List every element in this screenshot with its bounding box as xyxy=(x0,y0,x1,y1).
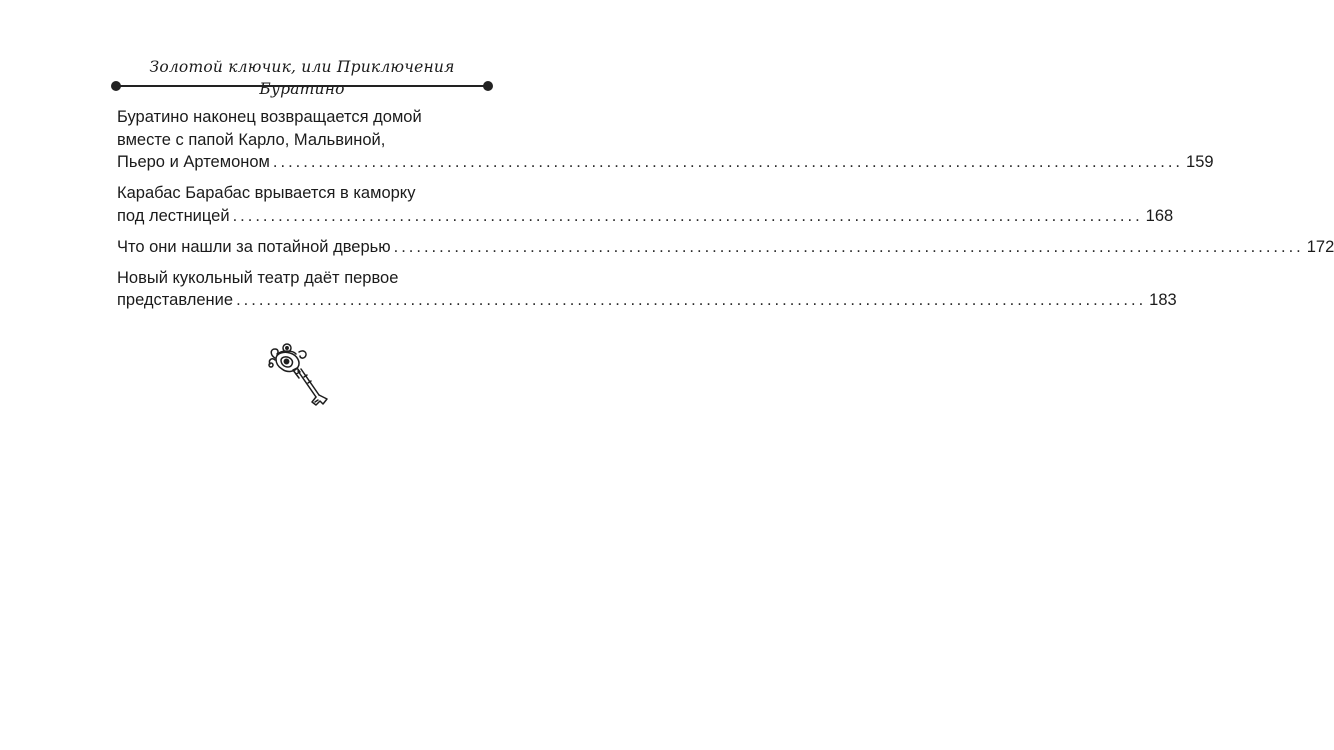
table-of-contents xyxy=(117,106,1334,320)
page-number: 172 xyxy=(1306,237,1334,256)
page-number: 159 xyxy=(1186,153,1214,171)
toc-entry-title-end: Что они нашли за потайной дверью xyxy=(117,237,391,256)
toc-entry-line: Новый кукольный театр даёт первое xyxy=(117,268,399,287)
dot-leader: ........................................................................................................................ xyxy=(393,237,1304,256)
page-number: 168 xyxy=(1145,206,1174,225)
rule-dot-left xyxy=(111,81,121,91)
toc-entry-2[interactable] xyxy=(117,182,1174,227)
running-title: Золотой ключик, или Приключения Буратино xyxy=(149,58,455,98)
header-rule xyxy=(116,85,488,87)
toc-entry-3[interactable] xyxy=(117,236,1334,259)
toc-entry-line: Карабас Барабас врывается в каморку xyxy=(117,184,416,202)
page-number: 183 xyxy=(1149,291,1177,309)
golden-key-icon xyxy=(266,342,332,410)
dot-leader: ........................................................................................................................ xyxy=(232,206,1143,225)
toc-entry-line: Буратино наконец возвращается домой xyxy=(117,108,422,126)
toc-entry-title-end: Пьеро и Артемоном xyxy=(117,153,270,171)
rule-dot-right xyxy=(483,81,493,91)
dot-leader: ........................................................................................................................ xyxy=(272,153,1184,171)
dot-leader: ........................................................................................................................ xyxy=(236,291,1147,309)
toc-entry-title-end: под лестницей xyxy=(117,206,230,225)
toc-entry-line: вместе с папой Карло, Мальвиной, xyxy=(117,130,386,149)
toc-entry-title-end: представление xyxy=(117,291,234,309)
toc-entry-1[interactable] xyxy=(117,106,1214,174)
toc-entry-4[interactable] xyxy=(117,267,1177,312)
